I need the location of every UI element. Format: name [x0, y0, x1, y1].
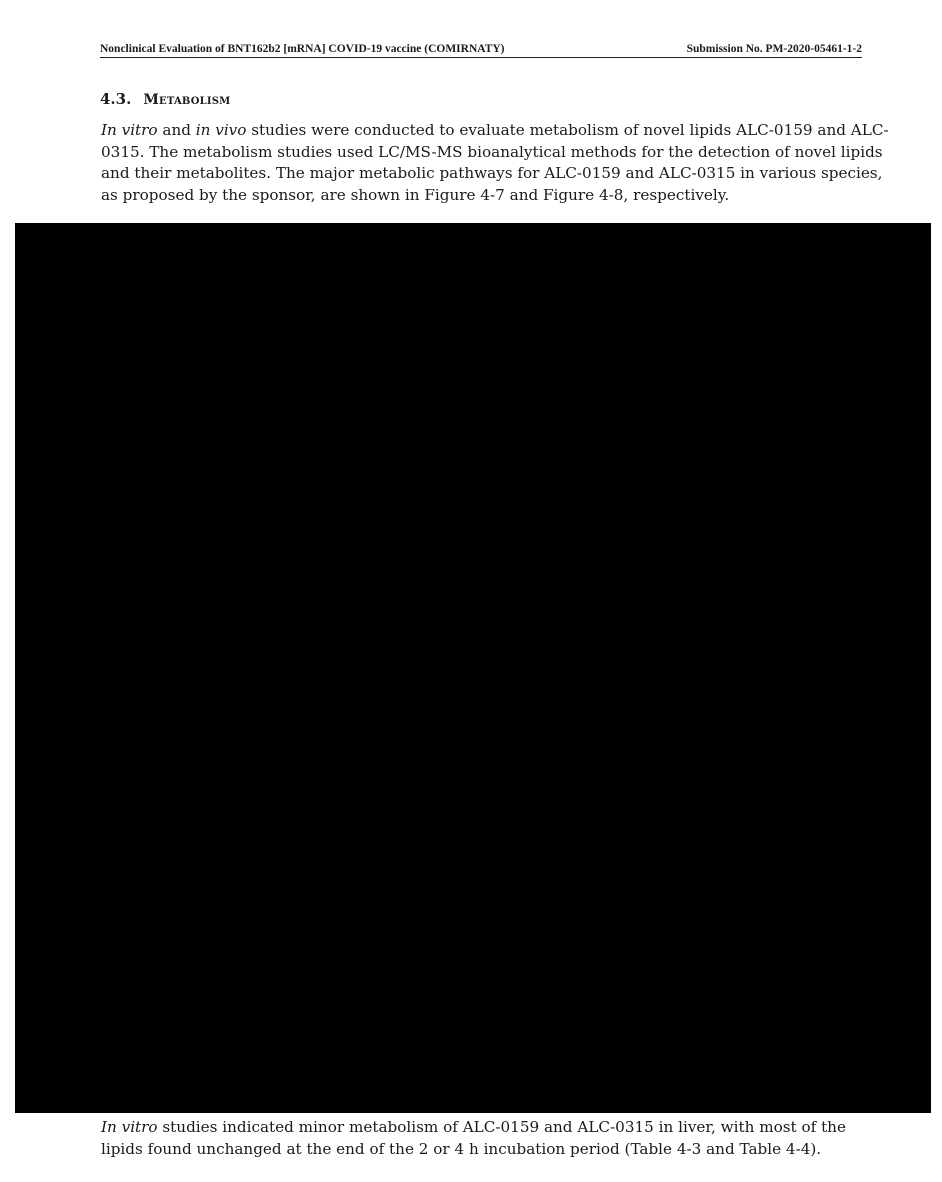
text-run: studies indicated minor metabolism of ALC-0159 and ALC-0315 in liver, with most of the: [157, 1118, 846, 1136]
in-vitro-paragraph: [101, 1117, 863, 1160]
page-header: [100, 40, 862, 58]
paragraph-line: [101, 1117, 863, 1139]
paragraph-line: as proposed by the sponsor, are shown in Figure 4-7 and Figure 4-8, respectively.: [101, 185, 730, 204]
section-heading: [100, 90, 230, 108]
italic-term: in vivo: [195, 121, 247, 139]
text-run: studies were conducted to evaluate metabolism of novel lipids ALC-0159 and ALC-: [246, 121, 889, 139]
redacted-figure: [15, 223, 931, 1113]
paragraph-line: 0315. The metabolism studies used LC/MS-MS bioanalytical methods for the detection of novel lipids: [101, 142, 883, 161]
italic-term: In vitro: [101, 1118, 158, 1136]
header-submission-number: Submission No. PM-2020-05461-1-2: [686, 43, 862, 55]
text-run: and: [157, 121, 196, 139]
italic-term: In vitro: [101, 121, 158, 139]
section-number: 4.3.: [100, 90, 132, 108]
intro-paragraph: [101, 120, 889, 206]
paragraph-line: [101, 120, 889, 142]
paragraph-line: and their metabolites. The major metabolic pathways for ALC-0159 and ALC-0315 in various species,: [101, 164, 883, 183]
section-title: Metabolism: [143, 92, 231, 108]
paragraph-line: lipids found unchanged at the end of the 2 or 4 h incubation period (Table 4-3 and Table 4-4).: [101, 1139, 822, 1158]
header-document-title: Nonclinical Evaluation of BNT162b2 [mRNA] COVID-19 vaccine (COMIRNATY): [100, 43, 505, 55]
